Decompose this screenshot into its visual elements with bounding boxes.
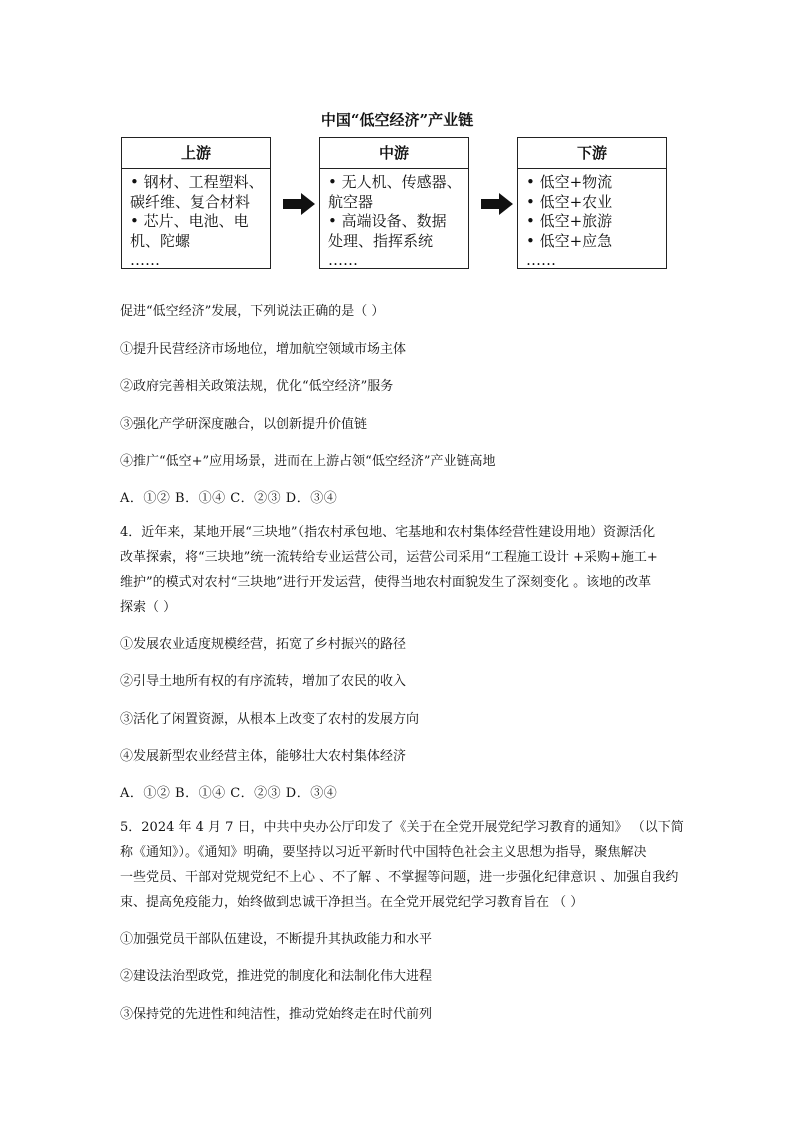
q5-stem-line: 5．2024 年 4 月 7 日，中共中央办公厅印发了《关于在全党开展党纪学习教育的通知》 （以下简 <box>120 820 684 835</box>
upstream-line: …… <box>130 251 160 269</box>
midstream-line: …… <box>328 251 358 269</box>
q5-stem <box>120 815 684 915</box>
downstream-line: • 低空+农业 <box>526 192 613 211</box>
downstream-line: • 低空+物流 <box>526 173 613 191</box>
q3-option-1: ①提升民营经济市场地位，增加航空领域市场主体 <box>120 342 407 357</box>
upstream-content <box>122 169 270 271</box>
midstream-content <box>320 169 468 271</box>
q5-stem-line: 一些党员、干部对党规党纪不上心 、不了解 、不掌握等问题，进一步强化纪律意识 、加强自我约 <box>120 870 679 885</box>
midstream-line: 航空器 <box>328 192 374 211</box>
q4-stem-line: 改革探索，将“三块地”统一流转给专业运营公司，运营公司采用“工程施工设计 +采购+施工+ <box>120 550 658 565</box>
q4-stem-line: 4．近年来，某地开展“三块地”（指农村承包地、宅基地和农村集体经营性建设用地）资源活化 <box>120 525 656 540</box>
q4-option-4: ④发展新型农业经营主体，能够壮大农村集体经济 <box>120 749 407 764</box>
q5-option-1: ①加强党员干部队伍建设，不断提升其执政能力和水平 <box>120 932 433 947</box>
q4-answer-choices: A．①② B．①④ C．②③ D．③④ <box>120 786 338 801</box>
midstream-box <box>319 137 469 269</box>
q5-option-2: ②建设法治型政党，推进党的制度化和法制化伟大进程 <box>120 969 433 984</box>
downstream-heading: 下游 <box>518 138 666 169</box>
midstream-heading: 中游 <box>320 138 468 169</box>
downstream-line: …… <box>526 251 556 269</box>
q3-option-4: ④推广“低空+”应用场景，进而在上游占领“低空经济”产业链高地 <box>120 454 496 469</box>
q3-stem: 促进“低空经济”发展，下列说法正确的是（ ） <box>120 304 385 319</box>
q4-stem-line: 维护”的模式对农村“三块地”进行开发运营，使得当地农村面貌发生了深刻变化 。该地的改革 <box>120 575 652 590</box>
midstream-line: • 无人机、传感器、 <box>328 173 462 191</box>
upstream-heading: 上游 <box>122 138 270 169</box>
figure-title: 中国“低空经济”产业链 <box>320 111 474 129</box>
q5-stem-line: 称《通知》）。《通知》明确，要坚持以习近平新时代中国特色社会主义思想为指导，聚焦解决 <box>120 845 647 860</box>
right-arrow-icon <box>481 193 513 215</box>
q3-option-3: ③强化产学研深度融合，以创新提升价值链 <box>120 417 368 432</box>
q4-stem-line: 探索（ ） <box>120 600 177 615</box>
q5-stem-line: 束、提高免疫能力，始终做到忠诚干净担当。在全党开展党纪学习教育旨在 （ ） <box>120 895 584 910</box>
downstream-box <box>517 137 667 269</box>
upstream-line: 机、陀螺 <box>130 231 191 250</box>
q4-stem <box>120 520 676 620</box>
q5-option-3: ③保持党的先进性和纯洁性，推动党始终走在时代前列 <box>120 1007 433 1022</box>
downstream-content <box>518 169 666 271</box>
q3-answer-choices: A．①② B．①④ C．②③ D．③④ <box>120 491 338 506</box>
downstream-line: • 低空+应急 <box>526 231 613 250</box>
right-arrow-icon <box>283 193 315 215</box>
q4-option-2: ②引导土地所有权的有序流转，增加了农民的收入 <box>120 674 407 689</box>
upstream-line: • 芯片、电池、电 <box>130 212 249 230</box>
downstream-line: • 低空+旅游 <box>526 212 613 230</box>
midstream-line: • 高端设备、数据 <box>328 212 447 230</box>
upstream-line: • 钢材、工程塑料、 <box>130 173 264 191</box>
q4-option-3: ③活化了闲置资源，从根本上改变了农村的发展方向 <box>120 712 420 727</box>
midstream-line: 处理、指挥系统 <box>328 231 434 250</box>
upstream-line: 碳纤维、复合材料 <box>130 192 251 211</box>
upstream-box <box>121 137 271 269</box>
q4-option-1: ①发展农业适度规模经营，拓宽了乡村振兴的路径 <box>120 637 407 652</box>
q3-option-2: ②政府完善相关政策法规，优化“低空经济”服务 <box>120 379 394 394</box>
